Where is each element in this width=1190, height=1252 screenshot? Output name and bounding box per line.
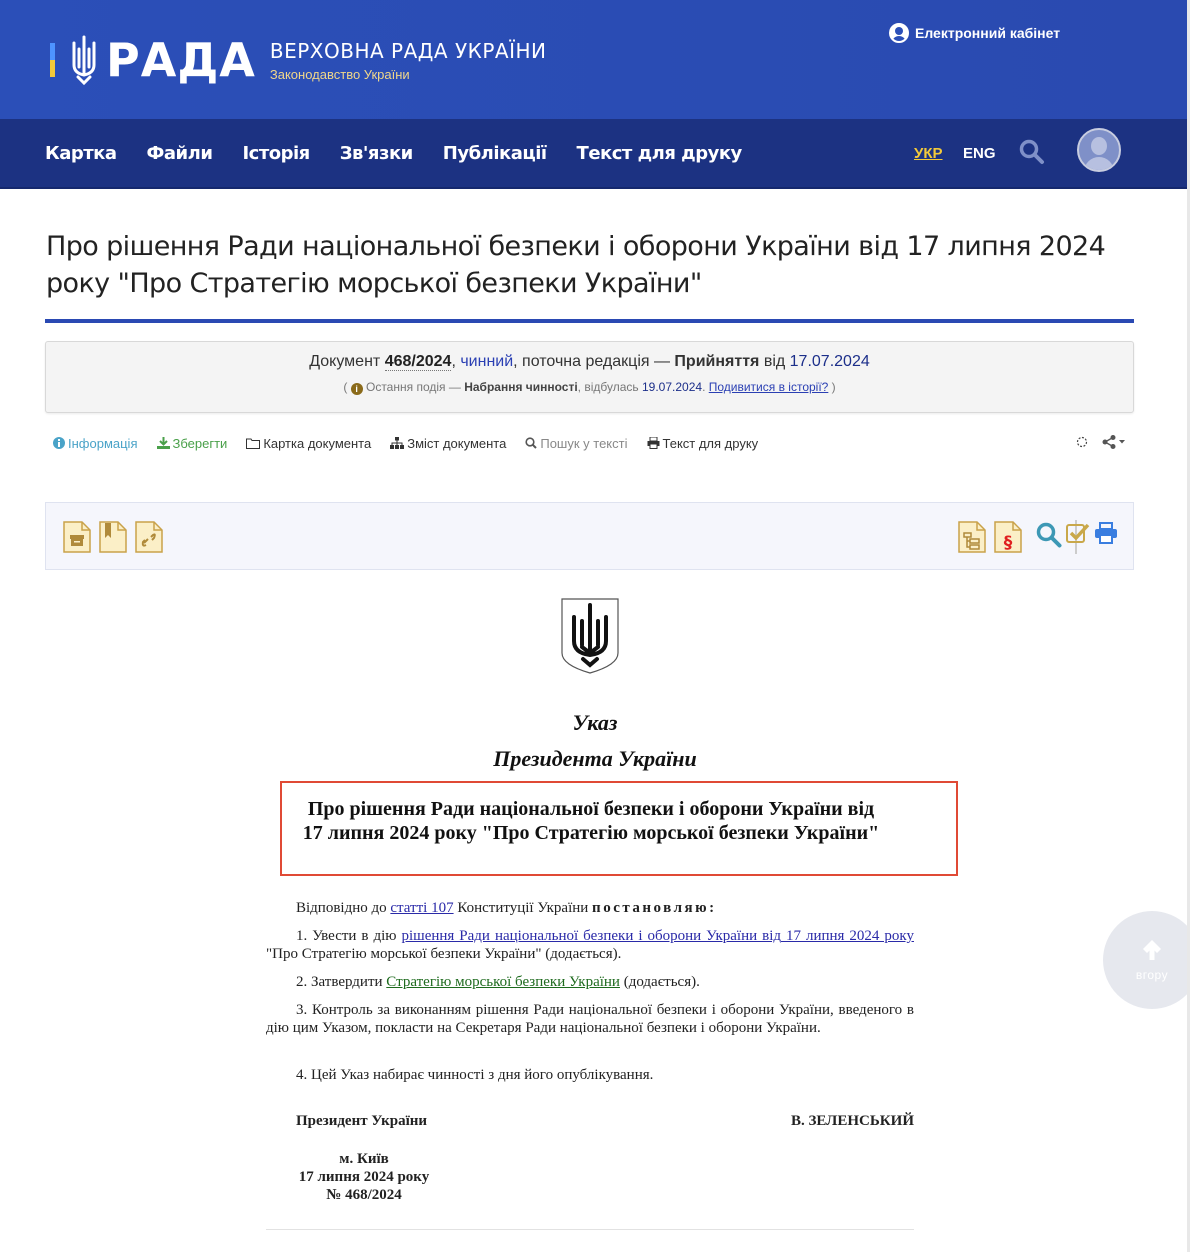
search-icon[interactable] xyxy=(1036,522,1062,548)
text: "Про Стратегію морської безпеки України" (додається). xyxy=(266,946,622,962)
text: Відповідно до xyxy=(296,900,391,916)
nav-item-print-text[interactable]: Текст для друку xyxy=(576,142,742,164)
paren-close: ) xyxy=(828,380,836,394)
decree-date: 17 липня 2024 року xyxy=(298,1169,430,1185)
text: (додається). xyxy=(619,974,700,990)
brightness-icon[interactable] xyxy=(1075,435,1089,449)
nav-item-card[interactable]: Картка xyxy=(45,142,117,164)
document-info-panel xyxy=(45,341,1134,413)
text: 4. Цей Указ набирає чинності з дня його опублікування. xyxy=(296,1067,654,1083)
decree-heading: Указ xyxy=(572,710,618,735)
title-divider xyxy=(45,319,1134,323)
logo-word: РАДА xyxy=(106,33,256,87)
main-nav xyxy=(0,119,1190,189)
link-file-icon[interactable] xyxy=(135,521,163,553)
text: 2. Затвердити xyxy=(296,974,387,990)
lang-ukr[interactable]: УКР xyxy=(914,144,943,162)
paragraph-2 xyxy=(266,973,914,991)
search-icon xyxy=(525,437,537,449)
doc-event: Прийняття xyxy=(674,353,760,370)
site-header xyxy=(0,0,1190,119)
contents-button[interactable] xyxy=(390,436,506,451)
text: 1. Увести в дію xyxy=(296,928,402,944)
doc-mid-text: , поточна редакція — xyxy=(513,353,675,370)
card-label: Картка документа xyxy=(263,435,372,451)
text-search-button[interactable] xyxy=(525,436,627,451)
nav-item-publications[interactable]: Публікації xyxy=(442,142,547,164)
ecabinet-label: Електронний кабінет xyxy=(915,25,1061,41)
nav-item-links[interactable]: Зв'язки xyxy=(339,142,413,164)
nav-item-files[interactable]: Файли xyxy=(146,142,213,164)
text: 3. Контроль за виконанням рішення Ради національної безпеки і оборони України, введеного в дію цим Указом, покласти на Секретаря Ради національної безпеки і оборони України. xyxy=(266,1002,914,1036)
structure-file-icon[interactable] xyxy=(958,521,986,553)
document-card-button[interactable] xyxy=(246,436,371,451)
doc-date: 17.07.2024 xyxy=(789,353,870,370)
download-icon xyxy=(157,437,170,449)
folder-icon xyxy=(246,438,260,449)
nav-item-history[interactable]: Історія xyxy=(242,142,310,164)
last-event-date: 19.07.2024 xyxy=(642,380,703,394)
strategy-link[interactable]: Стратегію морської безпеки України xyxy=(386,974,620,990)
info-label: Інформація xyxy=(68,435,138,451)
paragraph-1 xyxy=(266,927,914,963)
paragraph-3 xyxy=(266,1001,914,1037)
info-button[interactable] xyxy=(53,436,138,451)
place: м. Київ xyxy=(339,1151,389,1167)
signer-title: Президент України xyxy=(296,1113,428,1129)
doc-prefix: Документ xyxy=(309,353,381,370)
sitemap-icon xyxy=(390,437,404,449)
decree-verb: постановляю: xyxy=(592,900,717,916)
ecabinet-link[interactable] xyxy=(889,23,1060,43)
svg-text:§: § xyxy=(1003,533,1013,553)
document-icon-panel xyxy=(45,502,1134,570)
search-icon[interactable] xyxy=(1019,139,1045,165)
arrow-up-icon xyxy=(1141,938,1163,962)
save-button[interactable] xyxy=(157,436,228,451)
user-circle-icon xyxy=(889,23,909,43)
to-top-label: вгору xyxy=(1135,968,1169,982)
archive-file-icon[interactable] xyxy=(63,521,91,553)
print-label: Текст для друку xyxy=(662,435,759,451)
coat-of-arms-icon xyxy=(560,597,620,675)
text: Конституції України xyxy=(453,900,593,916)
info-icon: i xyxy=(351,383,363,395)
paragraph-preamble xyxy=(266,899,914,917)
last-event-prefix: Остання подія — xyxy=(362,380,465,394)
separator: , xyxy=(451,353,461,370)
happened-text: , відбулась xyxy=(577,380,642,394)
save-label: Зберегти xyxy=(172,435,228,451)
scroll-to-top-button[interactable] xyxy=(1103,911,1190,1009)
doc-status: чинний xyxy=(460,353,514,370)
trident-icon xyxy=(68,35,100,85)
search-label: Пошук у тексті xyxy=(540,435,628,451)
lang-eng[interactable]: ENG xyxy=(963,144,996,162)
bookmark-file-icon[interactable] xyxy=(99,521,127,553)
site-logo[interactable] xyxy=(50,35,546,85)
paragraph-4 xyxy=(266,1066,914,1084)
signer-name: В. ЗЕЛЕНСЬКИЙ xyxy=(790,1113,914,1129)
page-title: Про рішення Ради національної безпеки і оборони України від 17 липня 2024 року "Про Стратегію морської безпеки України" xyxy=(46,231,1106,299)
place-date-number xyxy=(286,1150,442,1204)
print-icon[interactable] xyxy=(1094,522,1118,544)
logo-title: ВЕРХОВНА РАДА УКРАЇНИ xyxy=(269,38,547,63)
print-icon xyxy=(647,437,660,449)
decree-heading-author: Президента України xyxy=(493,746,697,771)
doc-from-text: від xyxy=(759,353,790,370)
document-end-divider xyxy=(266,1229,914,1230)
nsdc-decision-link[interactable]: рішення Ради національної безпеки і оборони України від xyxy=(401,928,781,944)
contents-label: Зміст документа xyxy=(407,435,507,451)
nsdc-decision-date-link[interactable]: 17 липня 2024 року xyxy=(781,928,914,944)
print-text-button[interactable] xyxy=(647,436,759,451)
article-107-link[interactable]: статті 107 xyxy=(390,900,454,916)
info-circle-icon xyxy=(53,437,65,449)
share-icon[interactable] xyxy=(1102,435,1128,449)
doc-number[interactable]: 468/2024 xyxy=(384,353,452,370)
decree-number: № 468/2024 xyxy=(326,1187,402,1203)
paren-open: ( xyxy=(343,380,351,394)
flag-icon xyxy=(50,43,55,77)
history-link[interactable]: Подивитися в історії? xyxy=(708,380,829,394)
section-file-icon[interactable] xyxy=(994,521,1022,553)
decree-title: Про рішення Ради національної безпеки і оборони України від 17 липня 2024 року "Про Стратегію морської безпеки України" xyxy=(302,798,880,844)
check-icon[interactable] xyxy=(1066,522,1090,544)
last-event: Набрання чинності xyxy=(464,380,578,394)
logo-subtitle: Законодавство України xyxy=(269,66,410,82)
dot: . xyxy=(702,380,709,394)
user-avatar-icon[interactable] xyxy=(1077,128,1121,172)
document-toolbar xyxy=(53,434,777,452)
